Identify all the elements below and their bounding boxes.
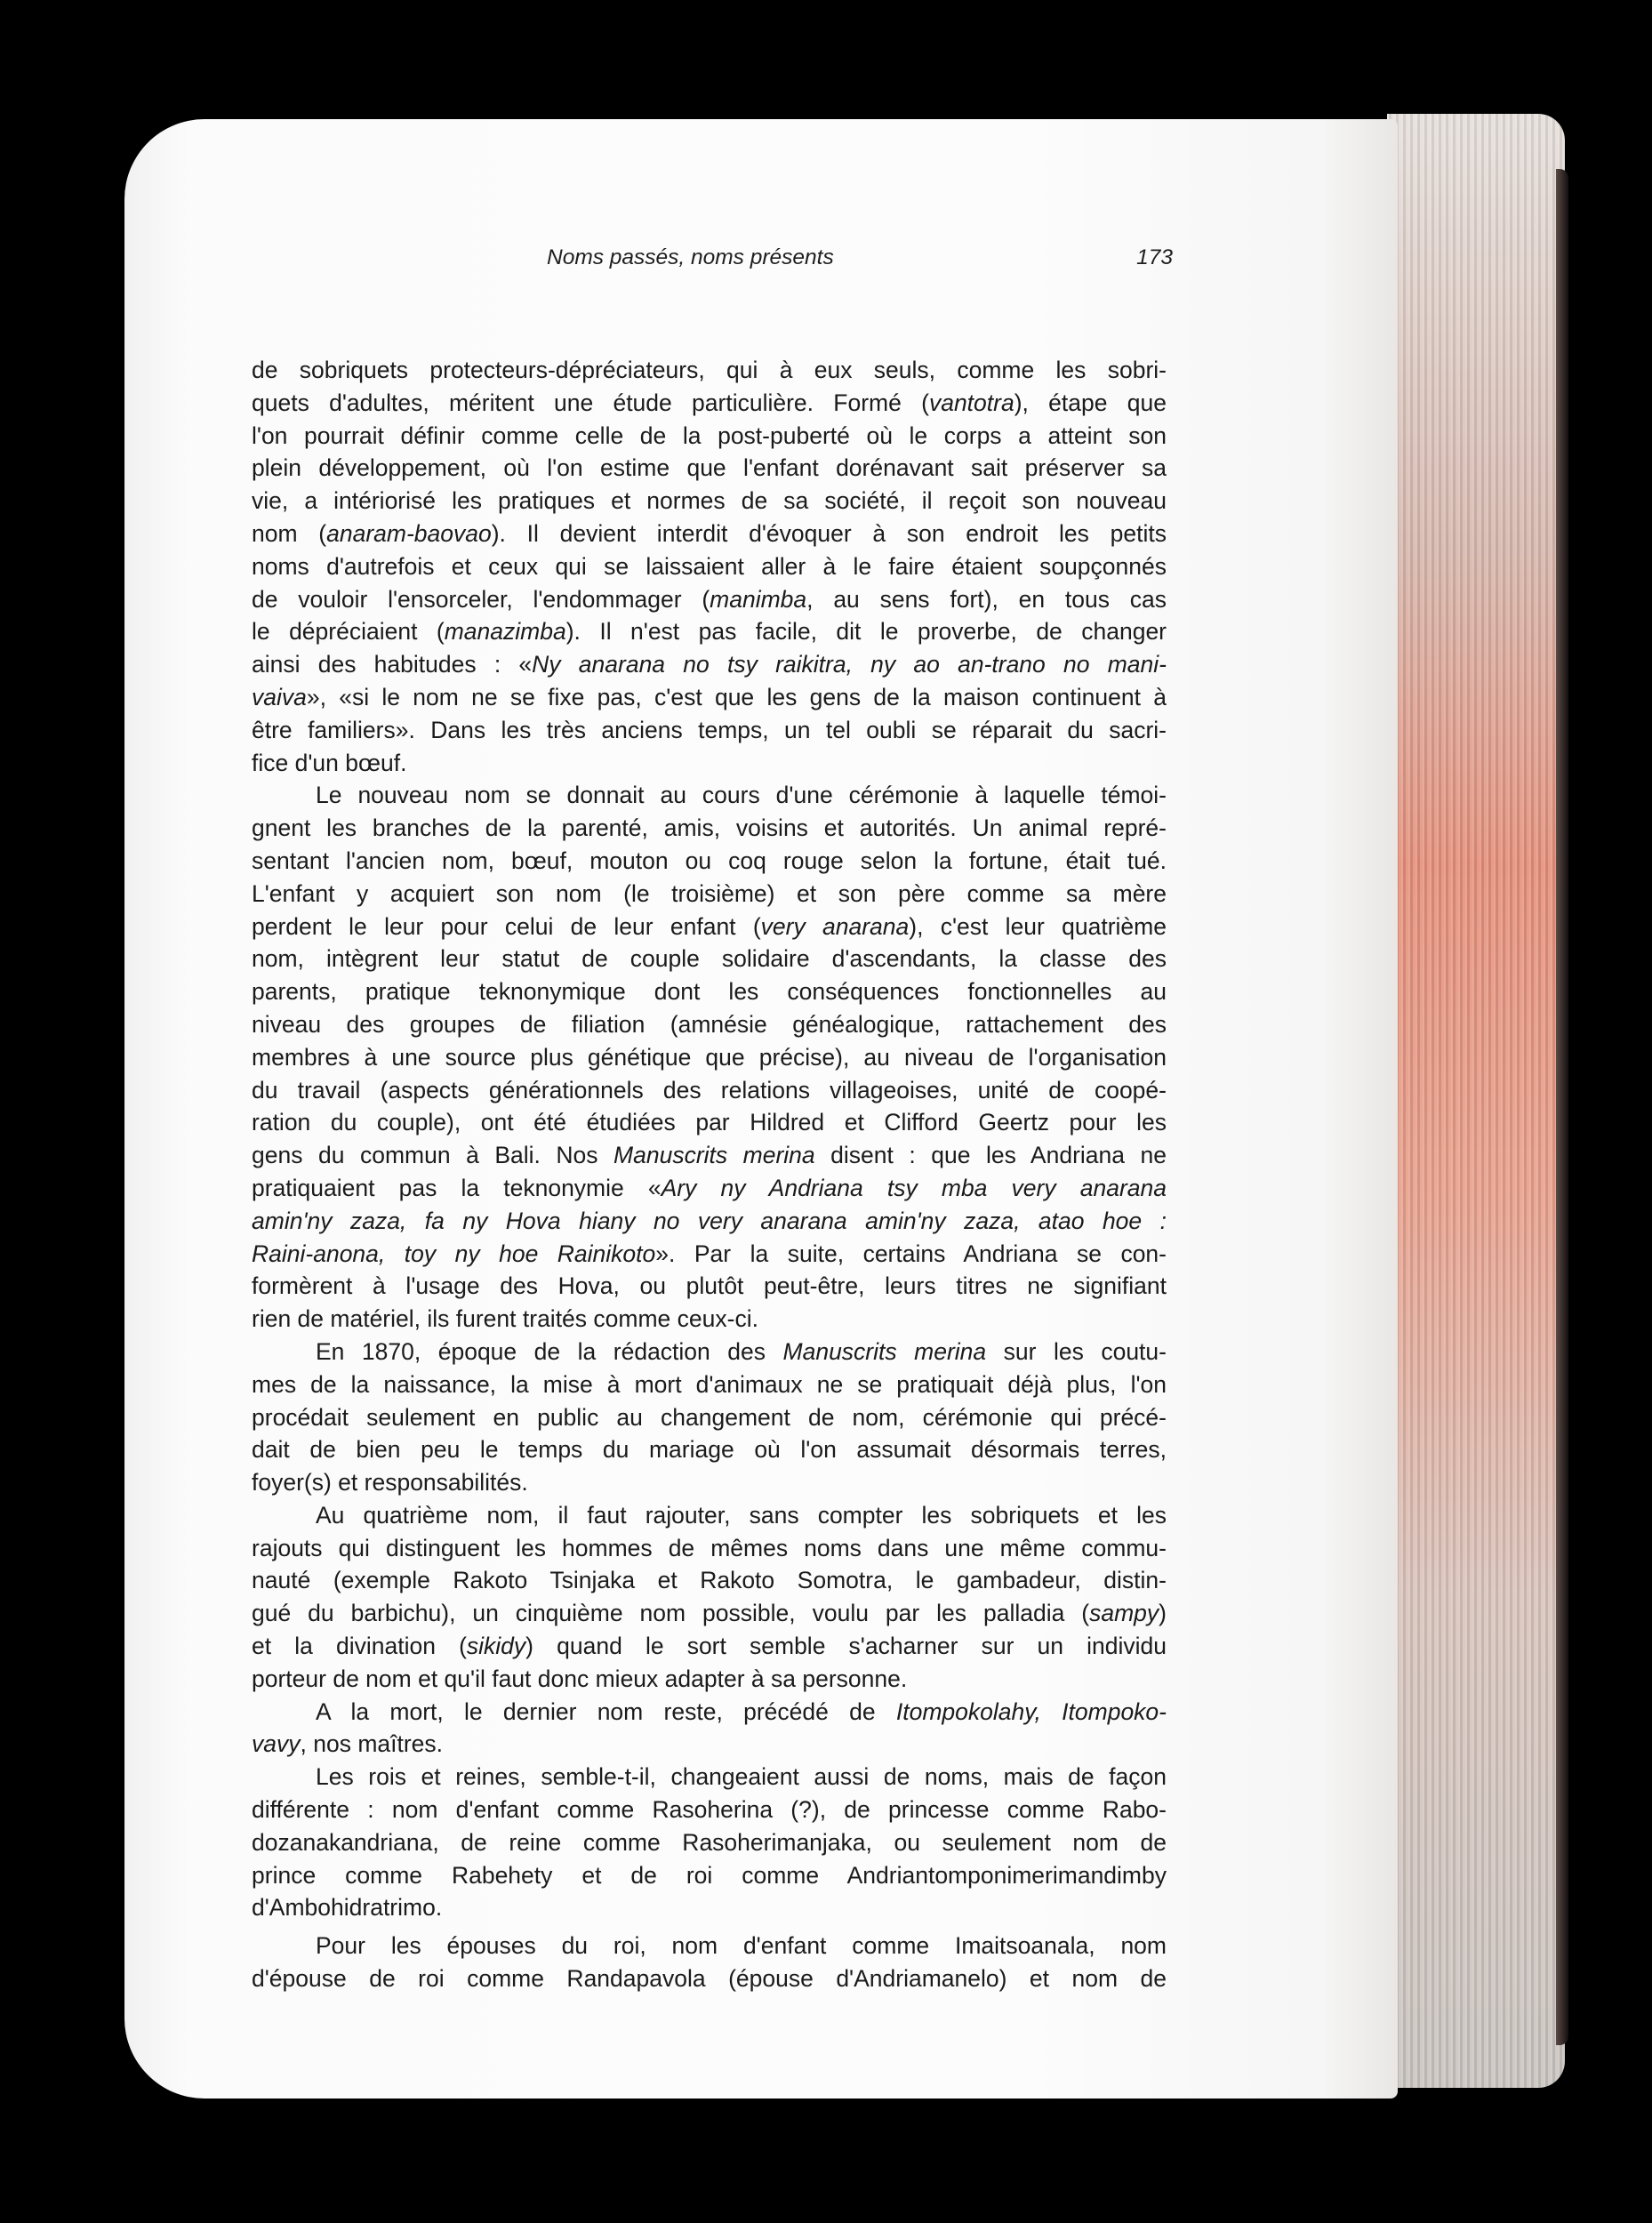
italic-run: vantotra bbox=[928, 389, 1014, 416]
text-run: ) quand le sort semble s'acharner sur un individu bbox=[525, 1633, 1167, 1660]
text-line bbox=[252, 1499, 1167, 1532]
text-line bbox=[252, 1466, 1167, 1499]
text-line bbox=[252, 1139, 1167, 1172]
italic-run: Itompokolahy, Itompoko- bbox=[895, 1697, 1167, 1725]
text-run: ainsi des habitudes : « bbox=[252, 651, 533, 678]
text-line bbox=[252, 1238, 1167, 1271]
text-run: En 1870, époque de la rédaction des bbox=[316, 1337, 783, 1365]
text-run: ). Il devient interdit d'évoquer à son endroit les petits bbox=[491, 519, 1167, 547]
text-line bbox=[252, 1172, 1167, 1205]
text-run: dozanakandriana, de reine comme Rasoherimanjaka, ou seulement nom de bbox=[252, 1828, 1167, 1856]
text-run: formèrent à l'usage des Hova, ou plutôt peut-être, leurs titres ne signifiant bbox=[252, 1272, 1167, 1300]
text-line bbox=[252, 714, 1167, 747]
text-run: gnent les branches de la parenté, amis, voisins et autorités. Un animal repré- bbox=[252, 815, 1167, 842]
text-line bbox=[252, 1368, 1167, 1401]
text-run: rien de matériel, ils furent traités comme ceux-ci. bbox=[252, 1305, 758, 1333]
text-run: de sobriquets protecteurs-dépréciateurs, qui à eux seuls, comme les sobri- bbox=[252, 357, 1167, 383]
text-line bbox=[252, 1826, 1167, 1859]
text-line bbox=[252, 845, 1167, 878]
text-line bbox=[252, 1401, 1167, 1434]
text-run: ), c'est leur quatrième bbox=[909, 912, 1167, 940]
text-line bbox=[252, 681, 1167, 714]
text-line bbox=[252, 911, 1167, 943]
text-line bbox=[252, 1270, 1167, 1303]
text-run: et la divination ( bbox=[252, 1633, 467, 1660]
text-run: gens du commun à Bali. Nos bbox=[252, 1142, 614, 1169]
italic-run: Manuscrits merina bbox=[782, 1337, 987, 1365]
italic-run: manimba bbox=[710, 585, 807, 613]
italic-run: Raini-anona, toy ny hoe Rainikoto bbox=[252, 1240, 656, 1267]
text-run: ration du couple), ont été étudiées par Hildred et Clifford Geertz pour les bbox=[252, 1109, 1167, 1136]
text-run: d'Ambohidratrimo. bbox=[252, 1894, 443, 1922]
text-run: disent : que les Andriana ne bbox=[814, 1142, 1167, 1169]
text-line bbox=[252, 1962, 1167, 1995]
text-run: sur les coutu- bbox=[986, 1337, 1167, 1365]
text-run: quets d'adultes, méritent une étude particulière. Formé ( bbox=[252, 389, 929, 416]
text-line bbox=[252, 1859, 1167, 1892]
text-line bbox=[252, 518, 1167, 550]
italic-run: Manuscrits merina bbox=[613, 1142, 815, 1169]
italic-run: sampy bbox=[1089, 1600, 1159, 1627]
italic-run: Ary ny Andriana tsy mba very anarana bbox=[661, 1174, 1167, 1201]
text-line bbox=[252, 878, 1167, 911]
text-run: parents, pratique teknonymique dont les conséquences fonctionnelles au bbox=[252, 978, 1167, 1006]
text-line bbox=[252, 387, 1167, 420]
text-run: Les rois et reines, semble-t-il, changeaient aussi de noms, mais de façon bbox=[316, 1763, 1167, 1791]
book-edge-shadow bbox=[1556, 169, 1568, 2045]
text-line bbox=[252, 779, 1167, 812]
text-line bbox=[252, 1205, 1167, 1238]
text-line bbox=[252, 1074, 1167, 1107]
text-run: porteur de nom et qu'il faut donc mieux adapter à sa personne. bbox=[252, 1665, 908, 1692]
text-run: ». Par la suite, certains Andriana se con- bbox=[655, 1240, 1167, 1267]
text-line bbox=[252, 1930, 1167, 1962]
text-line bbox=[252, 648, 1167, 681]
text-run: nauté (exemple Rakoto Tsinjaka et Rakoto Somotra, le gambadeur, distin- bbox=[252, 1567, 1167, 1594]
text-run: A la mort, le dernier nom reste, précédé de bbox=[316, 1697, 896, 1725]
text-line bbox=[252, 812, 1167, 845]
text-run: vie, a intériorisé les pratiques et normes de sa société, il reçoit son nouveau bbox=[252, 487, 1167, 515]
italic-run: sikidy bbox=[466, 1633, 526, 1660]
text-run: noms d'autrefois et ceux qui se laissaient aller à le faire étaient soupçonnés bbox=[252, 552, 1167, 580]
text-line bbox=[252, 1433, 1167, 1466]
text-line bbox=[252, 452, 1167, 485]
text-line bbox=[252, 747, 1167, 780]
text-run: procédait seulement en public au changement de nom, cérémonie qui précé- bbox=[252, 1403, 1167, 1431]
text-run: dait de bien peu le temps du mariage où l'on assumait désormais terres, bbox=[252, 1436, 1167, 1464]
text-run: prince comme Rabehety et de roi comme Andriantomponimerimandimby bbox=[252, 1861, 1167, 1889]
text-line bbox=[252, 1597, 1167, 1630]
text-run: ), étape que bbox=[1014, 389, 1167, 416]
italic-run: Ny anarana no tsy raikitra, ny ao an-trano no mani- bbox=[532, 651, 1167, 678]
text-run: nom ( bbox=[252, 519, 327, 547]
text-line bbox=[252, 1663, 1167, 1696]
page-edges bbox=[1387, 114, 1565, 2088]
text-line bbox=[252, 583, 1167, 616]
text-run: foyer(s) et responsabilités. bbox=[252, 1469, 528, 1497]
italic-run: manazimba bbox=[444, 618, 566, 646]
text-run: d'épouse de roi comme Randapavola (épouse d'Andriamanelo) et nom de bbox=[252, 1965, 1167, 1993]
text-line bbox=[252, 1008, 1167, 1041]
text-run: mes de la naissance, la mise à mort d'animaux ne se pratiquait déjà plus, l'on bbox=[252, 1370, 1167, 1398]
text-line bbox=[252, 1303, 1167, 1336]
text-run: membres à une source plus génétique que précise), au niveau de l'organisation bbox=[252, 1043, 1167, 1071]
text-line bbox=[252, 1564, 1167, 1597]
text-line bbox=[252, 1336, 1167, 1368]
text-line bbox=[252, 1041, 1167, 1074]
text-line bbox=[252, 615, 1167, 648]
text-run: pratiquaient pas la teknonymie « bbox=[252, 1174, 662, 1201]
text-line bbox=[252, 550, 1167, 583]
text-line bbox=[252, 1761, 1167, 1794]
text-run: rajouts qui distinguent les hommes de mêmes noms dans une même commu- bbox=[252, 1534, 1167, 1561]
italic-run: vaiva bbox=[252, 683, 307, 710]
text-line bbox=[252, 1696, 1167, 1729]
text-run: sentant l'ancien nom, bœuf, mouton ou coq rouge selon la fortune, était tué. bbox=[252, 847, 1167, 874]
italic-run: amin'ny zaza, fa ny Hova hiany no very anarana amin'ny zaza, atao hoe : bbox=[252, 1207, 1167, 1234]
text-run: niveau des groupes de filiation (amnésie généalogique, rattachement des bbox=[252, 1010, 1167, 1038]
text-line bbox=[252, 975, 1167, 1008]
text-line bbox=[252, 420, 1167, 453]
text-run: différente : nom d'enfant comme Rasoherina (?), de princesse comme Rabo- bbox=[252, 1796, 1167, 1824]
text-run: du travail (aspects générationnels des relations villageoises, unité de coopé- bbox=[252, 1076, 1167, 1103]
text-run: gué du barbichu), un cinquième nom possible, voulu par les palladia ( bbox=[252, 1600, 1090, 1627]
running-title: Noms passés, noms présents bbox=[547, 245, 834, 269]
body-text bbox=[252, 354, 1167, 1995]
text-line bbox=[252, 354, 1167, 387]
italic-run: anaram-baovao bbox=[326, 519, 492, 547]
page-number: 173 bbox=[1136, 245, 1173, 269]
text-line bbox=[252, 1532, 1167, 1565]
text-run: l'on pourrait définir comme celle de la post-puberté où le corps a atteint son bbox=[252, 421, 1167, 449]
text-run: plein développement, où l'on estime que l'enfant dorénavant sait préserver sa bbox=[252, 454, 1167, 482]
text-run: nom, intègrent leur statut de couple solidaire d'ascendants, la classe des bbox=[252, 945, 1167, 973]
text-run: fice d'un bœuf. bbox=[252, 749, 407, 776]
text-line bbox=[252, 1106, 1167, 1139]
text-line bbox=[252, 1794, 1167, 1826]
text-run: perdent le leur pour celui de leur enfant ( bbox=[252, 912, 761, 940]
text-run: ). Il n'est pas facile, dit le proverbe, de changer bbox=[565, 618, 1167, 646]
text-run: Pour les épouses du roi, nom d'enfant comme Imaitsoanala, nom bbox=[316, 1932, 1167, 1960]
text-line bbox=[252, 1728, 1167, 1761]
text-line bbox=[252, 1891, 1167, 1924]
text-run: Le nouveau nom se donnait au cours d'une cérémonie à laquelle témoi- bbox=[316, 782, 1167, 809]
text-run: , au sens fort), en tous cas bbox=[806, 585, 1167, 613]
text-run: Au quatrième nom, il faut rajouter, sans compter les sobriquets et les bbox=[316, 1501, 1167, 1529]
italic-run: vavy bbox=[252, 1730, 301, 1758]
text-line bbox=[252, 943, 1167, 975]
text-line bbox=[252, 485, 1167, 518]
text-run: être familiers». Dans les très anciens temps, un tel oubli se réparait du sacri- bbox=[252, 716, 1167, 743]
text-run: ) bbox=[1159, 1600, 1167, 1627]
text-run: », «si le nom ne se fixe pas, c'est que les gens de la maison continuent à bbox=[306, 683, 1167, 710]
italic-run: very anarana bbox=[760, 912, 910, 940]
running-head bbox=[252, 242, 1176, 277]
text-run: L'enfant y acquiert son nom (le troisième) et son père comme sa mère bbox=[252, 879, 1167, 907]
text-run: , nos maîtres. bbox=[300, 1730, 444, 1758]
text-run: le dépréciaient ( bbox=[252, 618, 445, 646]
text-line bbox=[252, 1630, 1167, 1663]
text-run: de vouloir l'ensorceler, l'endommager ( bbox=[252, 585, 710, 613]
